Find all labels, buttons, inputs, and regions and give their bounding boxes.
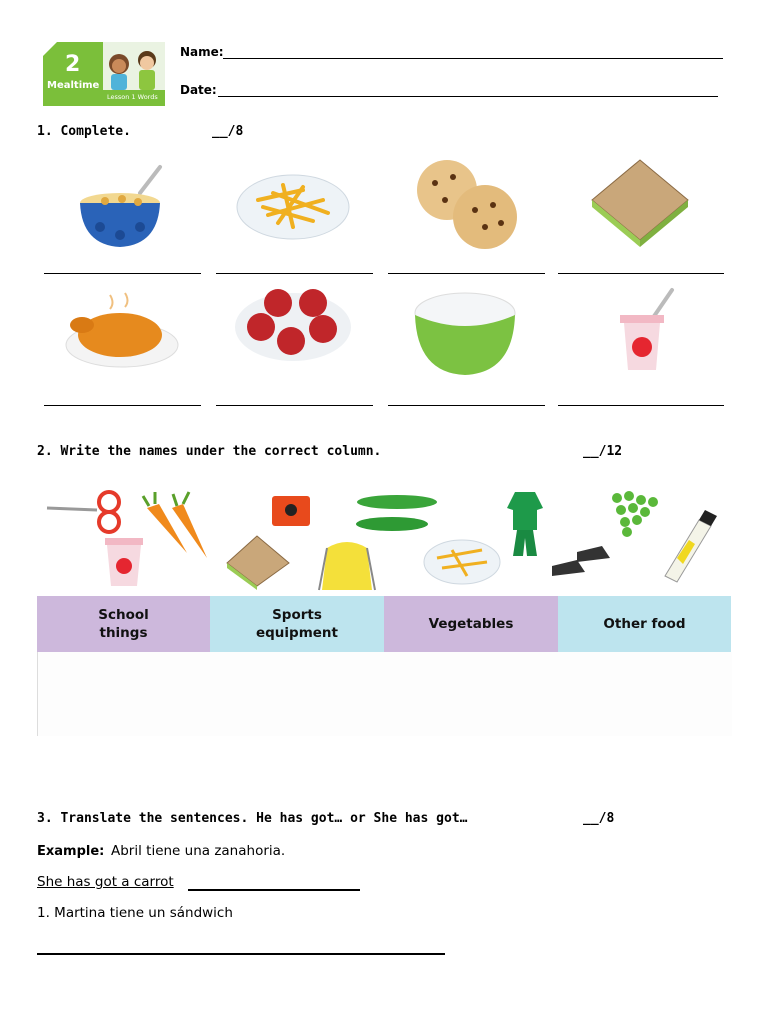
badge-number: 2 (65, 52, 81, 77)
name-label: Name: (180, 45, 224, 59)
scissors-icon (47, 492, 119, 532)
section3-score: __/8 (583, 811, 615, 826)
cookies-image (405, 155, 525, 255)
sorting-table (37, 596, 731, 736)
carrots-icon (143, 492, 207, 558)
roast-chicken-image (60, 285, 180, 385)
column-label: School things (98, 607, 149, 641)
answer-line-2[interactable] (216, 273, 373, 274)
section1-title: 1. Complete. (37, 124, 131, 139)
answer-line-3[interactable] (388, 273, 545, 274)
example-answer: She has got a carrot (37, 874, 174, 890)
section1-score: __/8 (212, 124, 244, 139)
drawstring-bag-icon (319, 542, 375, 590)
column-school-things (37, 596, 210, 652)
column-other-food (558, 596, 731, 652)
answer-line-8[interactable] (558, 405, 724, 406)
name-field[interactable] (223, 58, 723, 59)
date-label: Date: (180, 83, 217, 97)
meatballs-image (233, 285, 353, 385)
section3-title: 3. Translate the sentences. He has got… or She has got… (37, 811, 468, 826)
peas-icon (612, 491, 658, 537)
yogurt-image (580, 285, 700, 385)
chips-plate-image (233, 155, 353, 255)
section2-title: 2. Write the names under the correct column. (37, 444, 382, 459)
tracksuit-icon (507, 492, 543, 556)
column-sports-equipment (210, 596, 384, 652)
badge-lesson: Lesson 1 Words (107, 93, 158, 101)
lesson-badge (43, 42, 165, 106)
answer-line-4[interactable] (558, 273, 724, 274)
date-field[interactable] (218, 96, 718, 97)
section2-score: __/12 (583, 444, 623, 459)
glue-stick-icon (665, 510, 717, 582)
chips-plate-icon (424, 540, 500, 584)
items-strip (37, 478, 731, 596)
football-boots-icon (552, 546, 610, 576)
sorting-table-body[interactable] (37, 652, 732, 736)
column-label: Sports equipment (255, 607, 338, 641)
answer-line-5[interactable] (44, 405, 201, 406)
column-label: Other food (603, 616, 686, 632)
column-label: Vegetables (428, 616, 514, 632)
badge-unit: Mealtime (47, 80, 100, 91)
rice-bowl-image (405, 285, 525, 385)
answer-line-7[interactable] (388, 405, 545, 406)
example-sentence: Abril tiene una zanahoria. (111, 843, 286, 859)
example-answer-line (188, 889, 360, 891)
sharpener-icon (272, 496, 310, 526)
sandwich-icon (227, 536, 289, 590)
example-label: Example: (37, 844, 105, 859)
answer-line-6[interactable] (216, 405, 373, 406)
answer-line-1[interactable] (44, 273, 201, 274)
yogurt-icon (105, 538, 143, 586)
column-vegetables (384, 596, 558, 652)
sandwich-image (580, 155, 700, 255)
cucumbers-icon (356, 495, 437, 531)
translate-answer-line-1[interactable] (37, 953, 445, 955)
cereal-bowl-image (60, 155, 180, 255)
translate-item-1: 1. Martina tiene un sándwich (37, 905, 233, 921)
